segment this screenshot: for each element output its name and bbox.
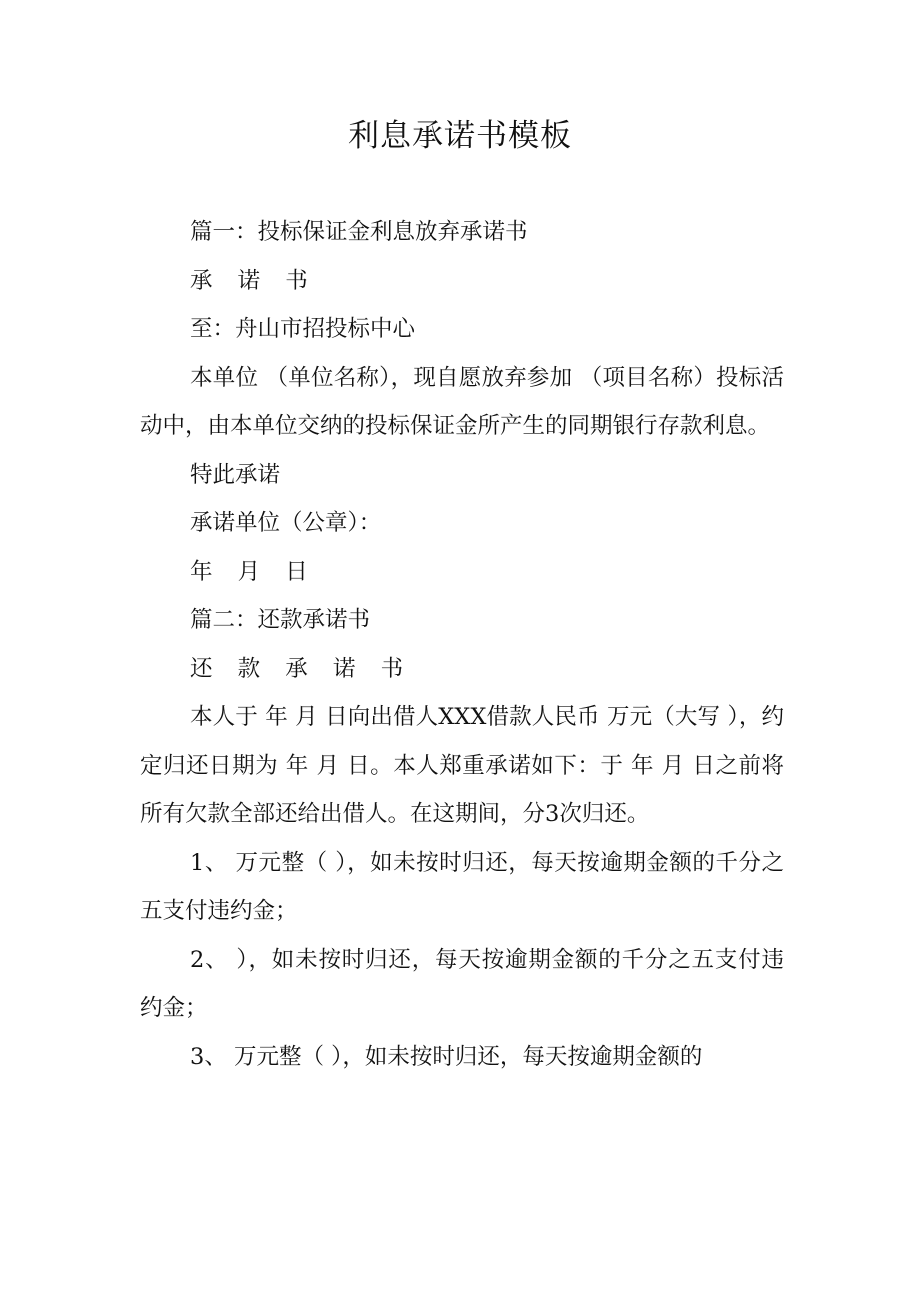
repayment-heading: 还 款 承 诺 书 bbox=[190, 655, 413, 682]
addressee-line: 至：舟山市招投标中心 bbox=[190, 316, 416, 342]
document-title: 利息承诺书模板 bbox=[348, 118, 572, 154]
installment-item-3: 3、 万元整（ ），如未按时归还，每天按逾期金额的 bbox=[190, 1043, 703, 1070]
date-line: 年 月 日 bbox=[190, 558, 317, 585]
section-heading-1: 篇一：投标保证金利息放弃承诺书 bbox=[190, 219, 528, 245]
repayment-paragraph: 本人于 年 月 日向出借人XXX借款人民币 万元（大写 ），约定归还日期为 年 月 日。本人郑重承诺如下：于 年 月 日之前将所有欠款全部还给出借人。在这期间，分3次归还。 bbox=[140, 704, 784, 827]
section-heading-2: 篇二：还款承诺书 bbox=[190, 607, 371, 633]
committing-unit-seal-line: 承诺单位（公章）： bbox=[190, 510, 382, 536]
hereby-commit-line: 特此承诺 bbox=[190, 461, 281, 488]
installment-item-2: 2、 ），如未按时归还，每天按逾期金额的千分之五支付违约金； bbox=[140, 946, 784, 1021]
document-body bbox=[140, 208, 784, 1081]
installment-item-1: 1、 万元整（ ），如未按时归还，每天按逾期金额的千分之五支付违约金； bbox=[140, 849, 784, 924]
commitment-paragraph: 本单位 （单位名称），现自愿放弃参加 （项目名称）投标活动中，由本单位交纳的投标保证金所产生的同期银行存款利息。 bbox=[140, 364, 784, 439]
commitment-heading: 承 诺 书 bbox=[190, 267, 317, 294]
